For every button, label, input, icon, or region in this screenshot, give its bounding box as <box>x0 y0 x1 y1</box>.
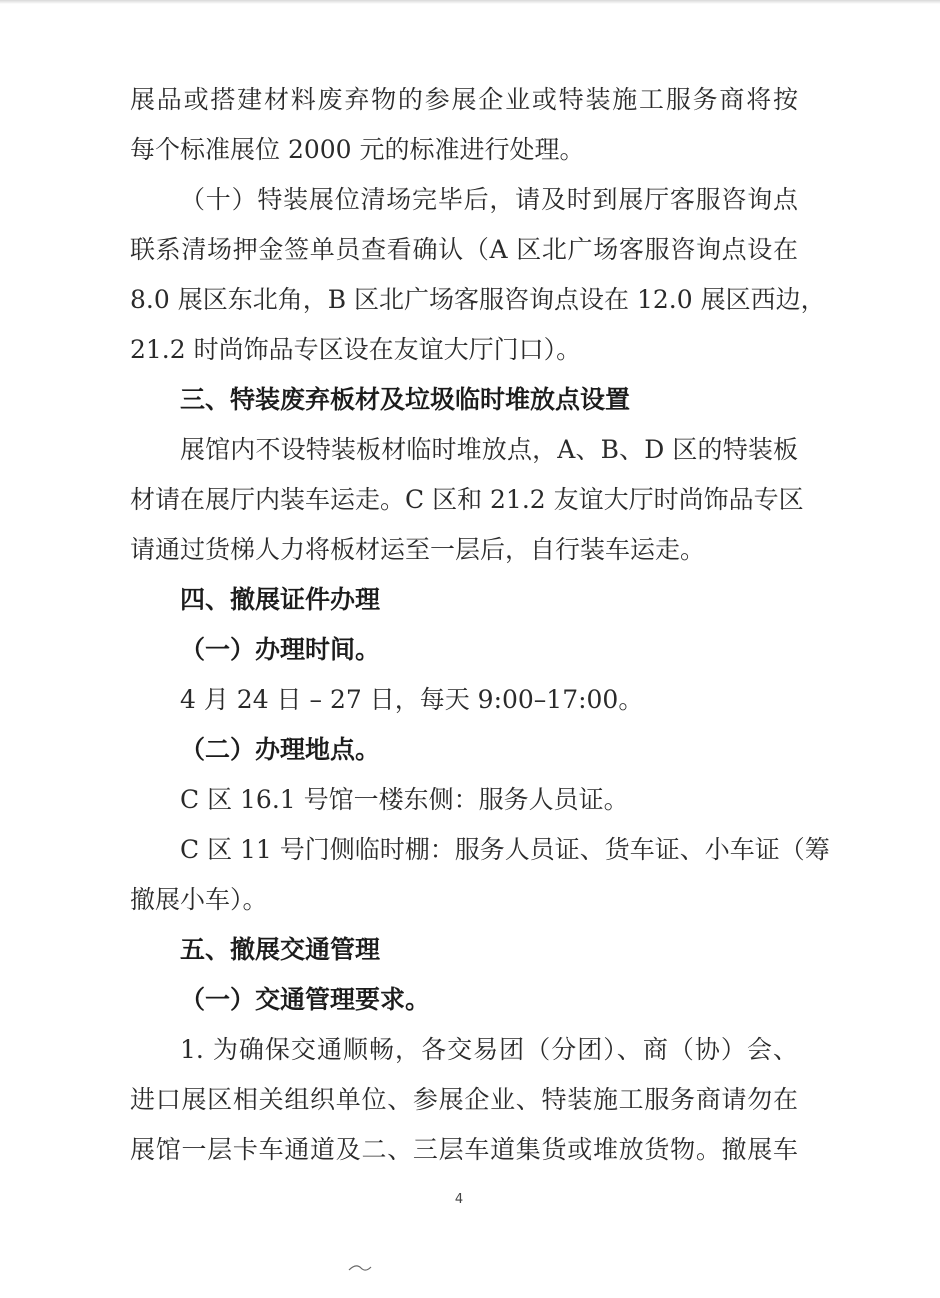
page-number: 4 <box>454 1192 464 1207</box>
body-line: 21.2 时尚饰品专区设在友谊大厅门口）。 <box>130 335 582 364</box>
body-line: 4 月 24 日 – 27 日，每天 9:00–17:00。 <box>180 685 644 714</box>
subsection-heading: （二）办理地点。 <box>180 735 381 764</box>
body-line: 每个标准展位 2000 元的标准进行处理。 <box>130 135 585 164</box>
body-line: 1. 为确保交通顺畅，各交易团（分团）、商（协）会、 <box>180 1035 798 1064</box>
body-line: 进口展区相关组织单位、参展企业、特装施工服务商请勿在 <box>130 1085 798 1114</box>
body-line: 请通过货梯人力将板材运至一层后，自行装车运走。 <box>130 535 706 564</box>
subsection-heading: （一）办理时间。 <box>180 635 381 664</box>
body-line: 材请在展厅内装车运走。C 区和 21.2 友谊大厅时尚饰品专区 <box>130 485 804 514</box>
body-line: 展馆一层卡车通道及二、三层车道集货或堆放货物。撤展车 <box>130 1135 798 1164</box>
body-line: 展品或搭建材料废弃物的参展企业或特装施工服务商将按 <box>130 85 798 114</box>
body-line: 展馆内不设特装板材临时堆放点，A、B、D 区的特装板 <box>180 435 798 464</box>
scan-mark-icon <box>348 1262 372 1274</box>
body-line: 8.0 展区东北角，B 区北广场客服咨询点设在 12.0 展区西边， <box>130 285 826 314</box>
section-heading: 四、撤展证件办理 <box>180 585 381 614</box>
subsection-heading: （一）交通管理要求。 <box>180 985 431 1014</box>
body-line: 撤展小车）。 <box>130 885 268 914</box>
body-line: C 区 11 号门侧临时棚：服务人员证、货车证、小车证（筹 <box>180 835 830 864</box>
body-line: （十）特装展位清场完毕后，请及时到展厅客服咨询点 <box>180 185 798 214</box>
section-heading: 五、撤展交通管理 <box>180 935 381 964</box>
section-heading: 三、特装废弃板材及垃圾临时堆放点设置 <box>180 385 631 414</box>
scan-top-edge <box>0 0 940 4</box>
body-line: C 区 16.1 号馆一楼东侧：服务人员证。 <box>180 785 629 814</box>
body-line: 联系清场押金签单员查看确认（A 区北广场客服咨询点设在 <box>130 235 798 264</box>
